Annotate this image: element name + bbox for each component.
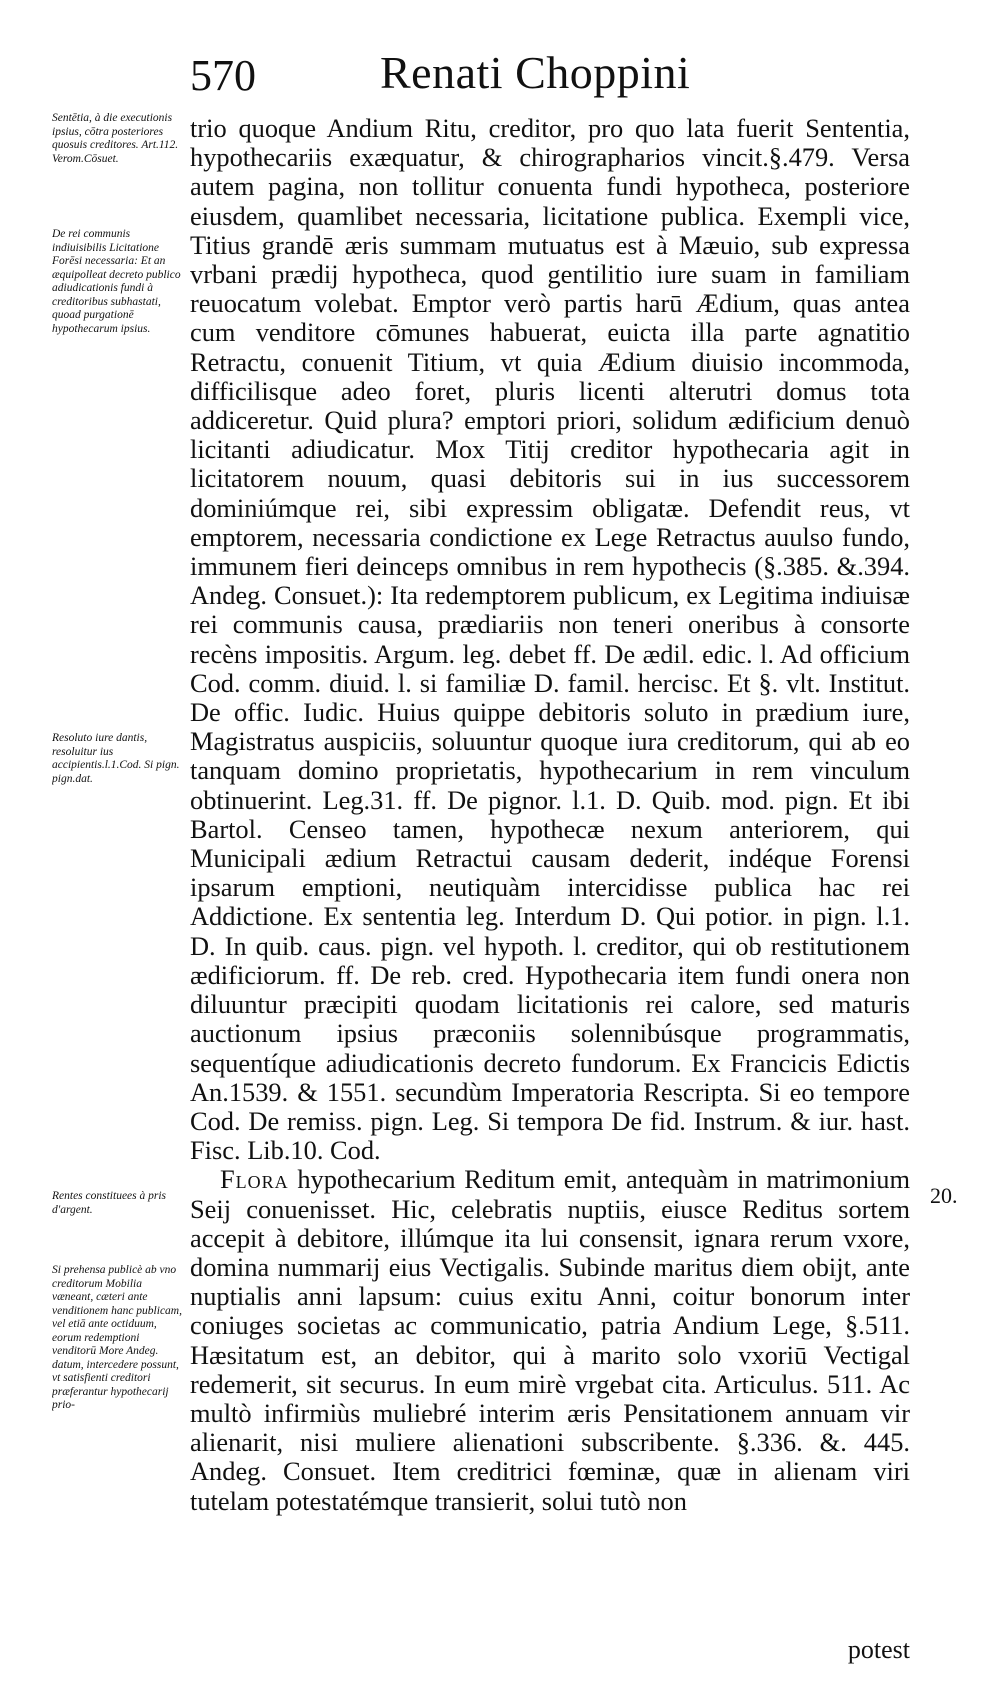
paragraph-lead-word: Flora [220,1164,289,1195]
paragraph-text: hypothecarium Reditum emit, antequàm in matrimonium Seij conuenisset. Hic, celebratis nuptiis, eiusce Reditus sortem accepit à debitore, illúmque ita lui consensit, ignara rerum vxore, domina nummarij eius Vectigalis. Subinde maritus diem obijt, ante nuptialis anni lapsum: cuius exitu Anni, coitur bonorum inter coniuges societas ac communicatio, patria Andium Lege, §.511. Hæsitatum est, an debitor, qui à marito solo vxoriū Vectigal redemerit, sit securus. In eum mirè vrgebat cita. Articulus. 511. Ac multò infirmiùs muliebré interim æris Pensitationem annuam vir alienarit, nisi muliere alienationi subscribente. §.336. &. 445. Andeg. Consuet. Item creditrici fœminæ, quæ in alienam viri tutelam potestatémque transierit, solui tutò non [190,1164,910,1516]
paragraph: trio quoque Andium Ritu, creditor, pro quo lata fuerit Sententia, hypothecariis exæquatur, & chirographarios vincit.§.479. Versa autem pagina, non tollitur conuenta fundi hypotheca, posteriore eiusdem, quamlibet necessaria, licitatione publica. Exempli vice, Titius grandē æris summam mutuatus est à Mæuio, sub expressa vrbani prædij hypotheca, quod gentilitio iure suam in familiam reuocatum volebat. Emptor verò partis harū Ædium, quas antea cum venditore cōmunes habuerat, euicta illa parte agnatitio Retractu, conuenit Titium, vt quia Ædium diuisio incommoda, difficilisque adeo foret, pluris licenti alterutri domus tota addiceretur. Quid plura? emptori priori, solidum ædificium denuò licitanti adiudicatur. Mox Titij creditor hypothecaria agit in licitatorem nouum, quasi debitoris sui in ius successorem dominiúmque rei, sibi expressim obligatæ. Defendit reus, vt emptorem, necessaria condictione ex Lege Retractus auulso fundo, immunem fieri deinceps omnibus in rem hypothecis (§.385. &.394. Andeg. Consuet.): Ita redemptorem publicum, ex Legitima indiuisæ rei communis causa, prædiariis non teneri oneribus à consorte recèns impositis. Argum. leg. debet ff. De ædil. edic. l. Ad officium Cod. comm. diuid. l. si familiæ D. famil. hercisc. Et §. vlt. Institut. De offic. Iudic. Huius quippe debitoris soluto in prædium iure, Magistratus auspiciis, soluuntur quoque iura creditorum, qui ab eo tanquam domino proprietatis, hypothecarium in rem vinculum obtinuerint. Leg.31. ff. De pignor. l.1. D. Quib. mod. pign. Et ibi Bartol. Censeo tamen, hypothecæ nexum anteriorem, qui Municipali ædium Retractui causam dederit, indéque Forensi ipsarum emptioni, neutiquàm intercidisse publica hac rei Addictione. Ex sententia leg. Interdum D. Qui potior. in pign. l.1. D. In quib. caus. pign. vel hypoth. l. creditor, qui ob restitutionem ædificiorum. ff. De reb. cred. Hypothecaria item fundi onera non diluuntur præcipiti quodam licitationis rei calore, sed maturis auctionum ipsius præconiis solennibúsque programmatis, sequentíque adiudicationis decreto fundorum. Ex Francicis Edictis An.1539. & 1551. secundùm Imperatoria Rescripta. Si eo tempore Cod. De remiss. pign. Leg. Si tempora De fid. Instrum. & iur. hast. Fisc. Lib.10. Cod. [190,113,910,1166]
margin-notes [52,112,180,1592]
margin-note: Rentes constituees à pris d'argent. [52,1190,167,1216]
margin-note: Resoluto iure dantis, resoluitur ius accipientis.l.1.Cod. Si pign. pign.dat. [52,732,180,785]
page-header [190,48,810,108]
running-title: Renati Choppini [380,47,691,98]
catchword: potest [847,1635,910,1664]
page-number: 570 [190,51,256,100]
line-number: 20. [930,1183,958,1208]
margin-note: Si prehensa publicè ab vno creditorum Mobilia væneant, cæteri ante venditionem hanc publicam, vel etiā ante octiduum, eorum redemptioni venditorū More Andeg. datum, intercedere possunt, vt satisfienti creditori præferantur hypothecarij prio- [52,1264,182,1411]
main-text [190,114,910,1516]
paragraph [190,1165,910,1515]
margin-note: Sentētia, à die executionis ipsius, cōtra posteriores quosuis creditores. Art.112. Verom.Cōsuet. [52,112,179,165]
margin-note: De rei communis indiuisibilis Licitatione Forēsi necessaria: Et an æquipolleat decreto publico adiudicationis fundi à creditoribus subhastati, quoad purgationē hypothecarum ipsius. [52,228,181,335]
